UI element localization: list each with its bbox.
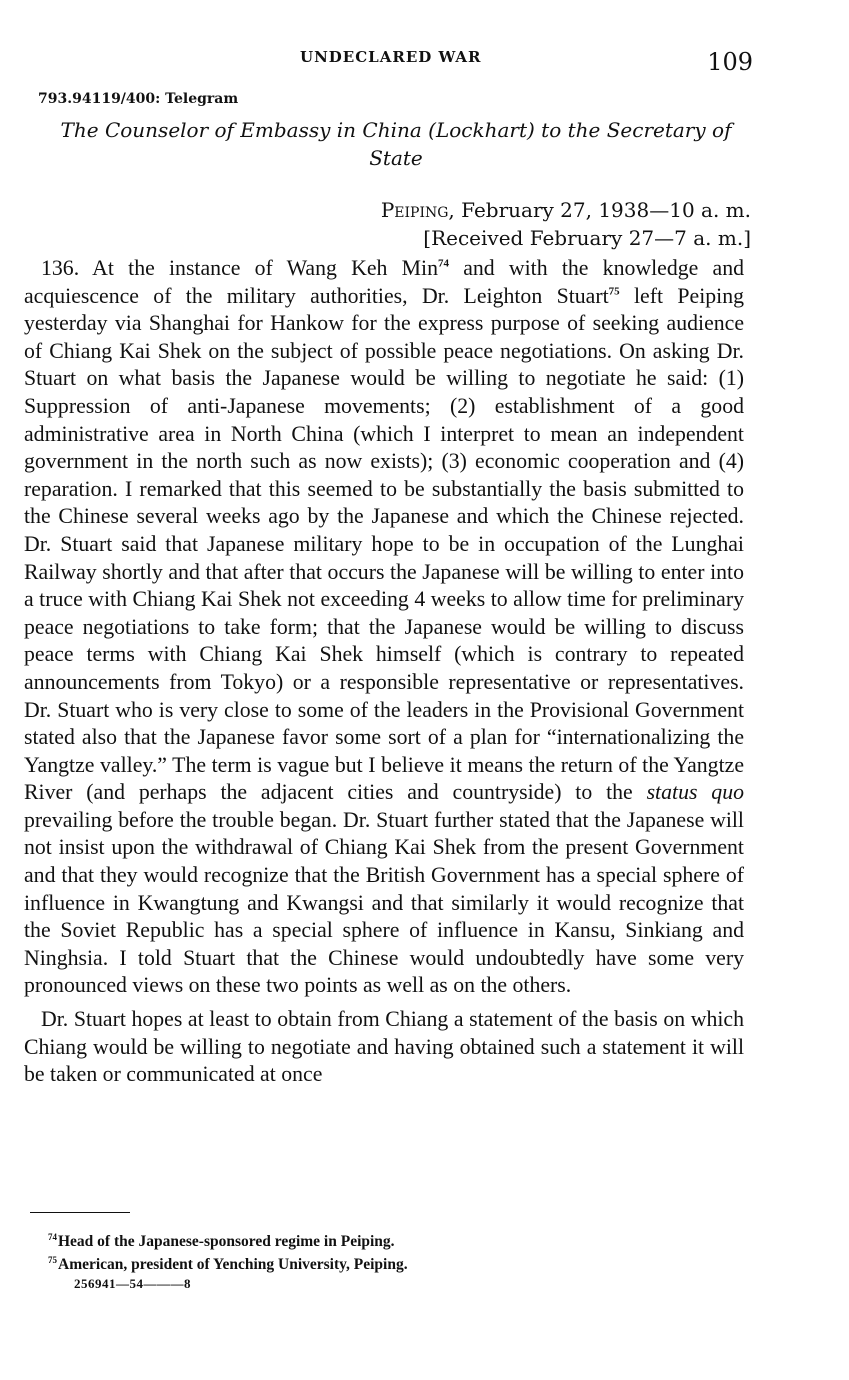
telegram-body xyxy=(24,255,744,1089)
running-title: UNDECLARED WAR xyxy=(300,48,482,66)
paragraph-2: Dr. Stuart hopes at least to obtain from Chiang a statement of the basis on which Chiang would be willing to negotiate and having obtained such a statement it will be taken or communicated at once xyxy=(24,1007,744,1087)
p1-text-b: and with the knowledge and acquiescence of the military authorities, Dr. Leighton Stuart xyxy=(24,256,744,308)
footnote-mark: 75 xyxy=(48,1255,57,1266)
footnote-74 xyxy=(48,1228,408,1251)
footnote-text: Head of the Japanese-sponsored regime in Peiping. xyxy=(58,1233,395,1251)
page-number: 109 xyxy=(707,48,753,76)
p1-text-d: prevailing before the trouble began. Dr. Stuart further stated that the Japanese will not insist upon the withdrawal of Chiang Kai Shek from the present Government and that they would recognize that the British Government has a special sphere of influence in Kwangtung and Kwangsi and that similarly it would recognize that the Soviet Republic has a special sphere of influence in Kansu, Sinkiang and Ninghsia. I told Stuart that the Chinese would undoubtedly have some very pronounced views on these two points as well as on the others. xyxy=(24,807,744,998)
file-number: 793.94119/400 xyxy=(38,91,156,107)
footnote-ref-75: 75 xyxy=(608,285,620,298)
sent-line xyxy=(381,196,751,224)
document-title: The Counselor of Embassy in China (Lockhart) to the Secretary of State xyxy=(60,118,732,170)
print-code: 256941—54———8 xyxy=(74,1276,191,1291)
footnotes xyxy=(48,1228,408,1274)
paragraph-1 xyxy=(24,255,744,1000)
p1-text-c: left Peiping yesterday via Shanghai for Hankow for the express purpose of seeking audience of Chiang Kai Shek on the subject of possible peace negotiations. On asking Dr. Stuart on what basis the Japanese would be willing to negotiate he said: (1) Suppression of anti-Japanese movements; (2) establishment of a good administrative area in North China (which I interpret to mean an independent government in the north such as now exists); (3) economic cooperation and (4) reparation. I remarked that this seemed to be substantially the basis submitted to the Chinese several weeks ago by the Japanese and which the Chinese rejected. Dr. Stuart said that Japanese military hope to be in occupation of the Lunghai Railway shortly and that after that occurs the Japanese will be willing to enter into a truce with Chiang Kai Shek not exceeding 4 weeks to allow time for preliminary peace negotiations to take form; that the Japanese would be willing to discuss peace terms with Chiang Kai Shek himself (which is contrary to repeated announcements from Tokyo) or a responsible representative or representatives. Dr. Stuart who is very close to some of the leaders in the Provisional Government stated also that the Japanese favor some sort of a plan for “internationalizing the Yangtze valley.” The term is vague but I believe it means the return of the Yangtze River (and perhaps the adjacent cities and countryside) to the xyxy=(24,283,744,805)
footnote-75 xyxy=(48,1251,408,1274)
dateline xyxy=(381,196,751,252)
p1-italic: status quo xyxy=(646,780,744,805)
footnote-mark: 74 xyxy=(48,1232,57,1242)
p1-text-a: 136. At the instance of Wang Keh Min xyxy=(41,256,438,280)
received-line: [Received February 27—7 a. m.] xyxy=(423,226,751,250)
footnote-ref-74: 74 xyxy=(437,257,449,270)
sent-date: February 27, 1938—10 a. m. xyxy=(454,198,751,222)
place: Peiping, xyxy=(380,198,455,222)
footnote-rule xyxy=(30,1212,130,1213)
file-number-line xyxy=(38,91,238,107)
doc-type: : Telegram xyxy=(155,91,239,107)
footnote-text: American, president of Yenching University, Peiping. xyxy=(58,1256,408,1274)
